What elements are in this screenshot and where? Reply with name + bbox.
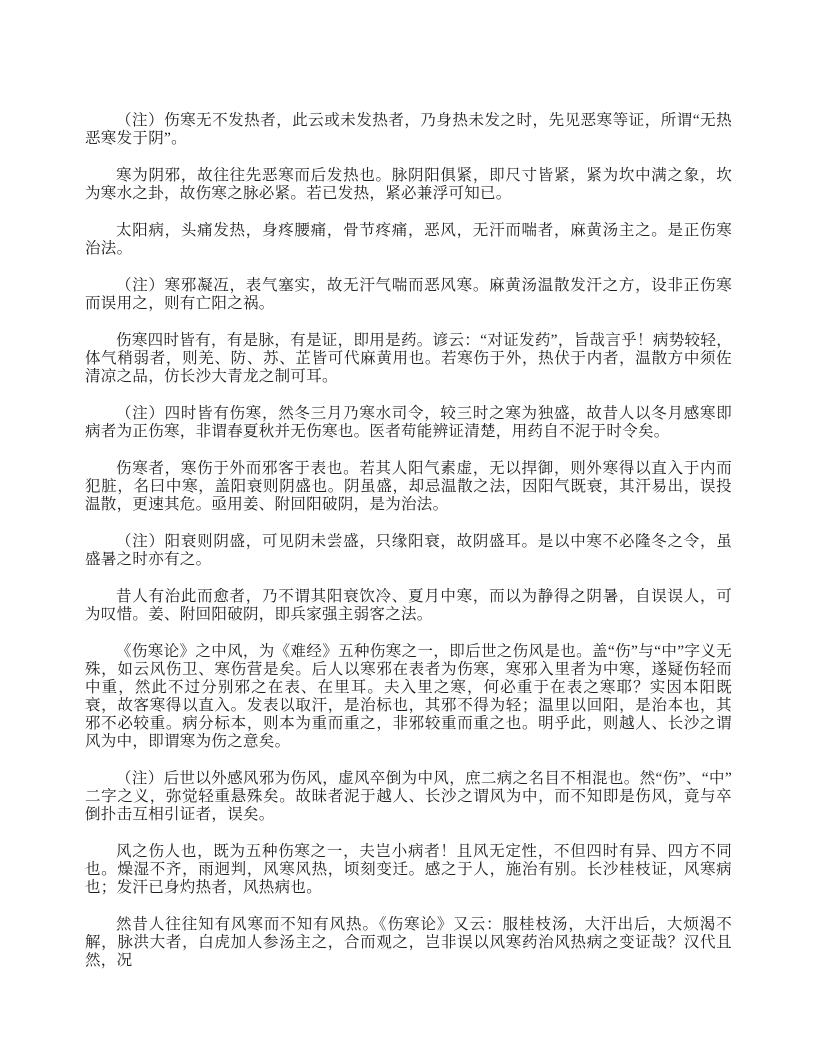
paragraph-3: 太阳病，头痛发热，身疼腰痛，骨节疼痛，恶风，无汗而喘者，麻黄汤主之。是正伤寒治法。 [85, 222, 732, 257]
paragraph-note-6: （注）四时皆有伤寒，然冬三月乃寒水司令，较三时之寒为独盛，故昔人以冬月感寒即病者为正伤寒，非谓春夏秋并无伤寒也。医者苟能辨证清楚，用药自不泥于时令矣。 [85, 405, 732, 440]
paragraph-10: 《伤寒论》之中风，为《难经》五种伤寒之一，即后世之伤风是也。盖“伤”与“中”字义无殊，如云风伤卫、寒伤营是矣。后人以寒邪在表者为伤寒，寒邪入里者为中寒，遂疑伤轻而中重，然此不过分别邪之在表、在里耳。夫入里之寒，何必重于在表之寒耶？实因本阳既衰，故客寒得以直入。发表以取汗，是治标也，其邪不得为轻；温里以回阳，是治本也，其邪不必较重。病分标本，则本为重而重之，非邪较重而重之也。明乎此，则越人、长沙之谓风为中，即谓寒为伤之意矣。 [85, 643, 732, 750]
text-content [85, 112, 732, 989]
paragraph-5: 伤寒四时皆有，有是脉，有是证，即用是药。谚云：“对证发药”，旨哉言乎！病势较轻，体气稍弱者，则羌、防、苏、芷皆可代麻黄用也。若寒伤于外，热伏于内者，温散方中须佐清凉之品，仿长沙大青龙之制可耳。 [85, 332, 732, 385]
paragraph-note-4: （注）寒邪凝冱，表气塞实，故无汗气喘而恶风寒。麻黄汤温散发汗之方，设非正伤寒而误用之，则有亡阳之祸。 [85, 277, 732, 312]
paragraph-note-11: （注）后世以外感风邪为伤风，虚风卒倒为中风，庶二病之名目不相混也。然“伤”、“中”二字之义，弥觉轻重悬殊矣。故昧者泥于越人、长沙之谓风为中，而不知即是伤风，竟与卒倒扑击互相引证者，误矣。 [85, 770, 732, 823]
paragraph-note-1: （注）伤寒无不发热者，此云或未发热者，乃身热未发之时，先见恶寒等证，所谓“无热恶寒发于阴”。 [85, 112, 732, 147]
paragraph-7: 伤寒者，寒伤于外而邪客于表也。若其人阳气素虚，无以捍御，则外寒得以直入于内而犯脏，名曰中寒，盖阳衰则阴盛也。阴虽盛，却忌温散之法，因阳气既衰，其汗易出，误投温散，更速其危。亟用姜、附回阳破阴，是为治法。 [85, 460, 732, 513]
paragraph-note-8: （注）阳衰则阴盛，可见阴未尝盛，只缘阳衰，故阴盛耳。是以中寒不必隆冬之令，虽盛暑之时亦有之。 [85, 533, 732, 568]
paragraph-2: 寒为阴邪，故往往先恶寒而后发热也。脉阴阳俱紧，即尺寸皆紧，紧为坎中满之象，坎为寒水之卦，故伤寒之脉必紧。若已发热，紧必兼浮可知已。 [85, 167, 732, 202]
paragraph-9: 昔人有治此而愈者，乃不谓其阳衰饮冷、夏月中寒，而以为静得之阴暑，自误误人，可为叹惜。姜、附回阳破阴，即兵家强主弱客之法。 [85, 588, 732, 623]
paragraph-12: 风之伤人也，既为五种伤寒之一，夫岂小病者！且风无定性，不但四时有异、四方不同也。燥湿不齐，雨迥判，风寒风热，顷刻变迁。感之于人，施治有别。长沙桂枝证，风寒病也；发汗已身灼热者，风热病也。 [85, 843, 732, 896]
paragraph-13: 然昔人往往知有风寒而不知有风热。《伤寒论》又云：服桂枝汤，大汗出后，大烦渴不解，脉洪大者，白虎加人参汤主之，合而观之，岂非误以风寒药治风热病之变证哉？汉代且然，况 [85, 916, 732, 969]
